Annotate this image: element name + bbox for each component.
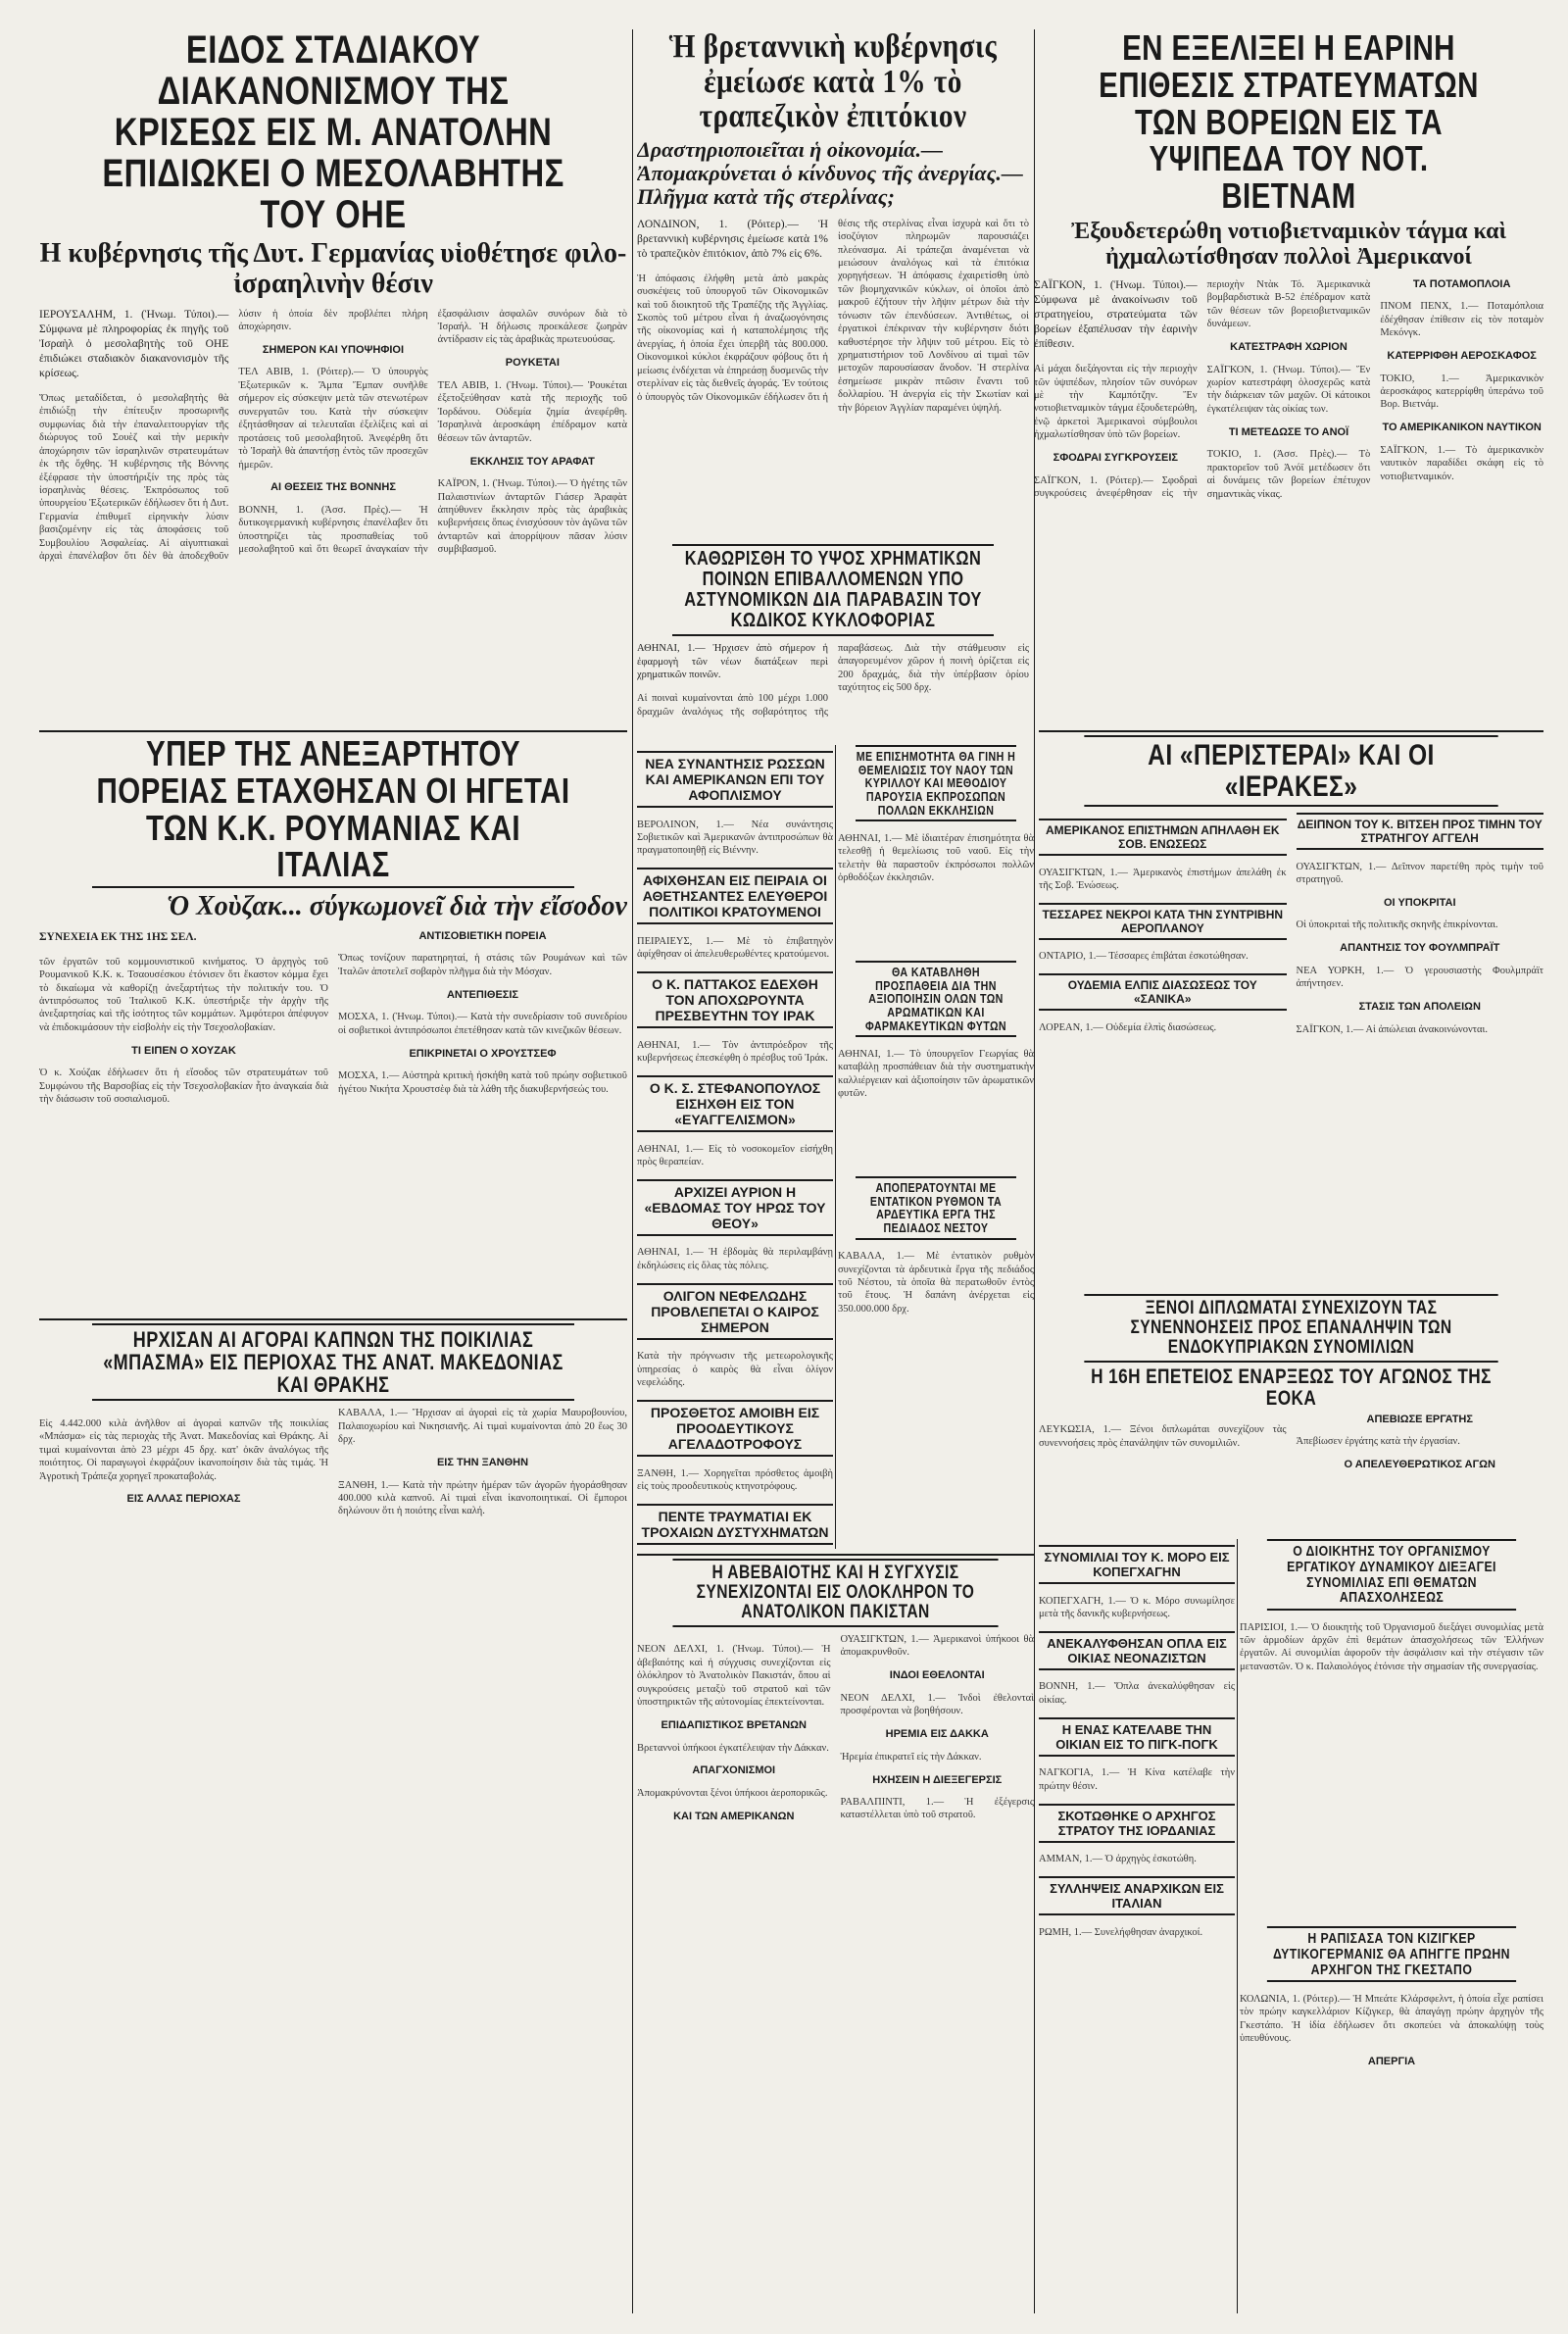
filler-text: ΚΑΒΑΛΑ, 1.— Μὲ ἐντατικὸν ρυθμὸν συνεχίζονται τὰ ἀρδευτικὰ ἔργα τῆς πεδιάδος τοῦ Νέστου, τὰ ὁποῖα θὰ περατωθοῦν ἐντὸς τοῦ ἔτους. Ἡ δαπάνη ἀνέρχεται εἰς 350.000.000 δρχ.	[838, 1251, 1034, 1315]
filler-text: ΜΟΣΧΑ, 1.— Αὐστηρὰ κριτικὴ ἠσκήθη κατὰ τοῦ πρώην σοβιετικοῦ ἡγέτου Νικήτα Χρουστσὲφ διὰ τὰ λάθη τῆς διακυβερνήσεώς του.	[338, 1070, 627, 1095]
box-pattakos: Ο Κ. ΠΑΤΤΑΚΟΣ ΕΔΕΧΘΗ ΤΟΝ ΑΠΟΧΩΡΟΥΝΤΑ ΠΡΕΣΒΕΥΤΗΝ ΤΟΥ ΙΡΑΚ	[637, 971, 833, 1028]
headline-britain-rate: Ἡ βρεταννικὴ κυβέρνησις ἐμείωσε κατὰ 1% τὸ τραπεζικὸν ἐπιτόκιον	[668, 29, 998, 135]
filler-text: ΛΕΥΚΩΣΙΑ, 1.— Ξένοι διπλωμάται συνεχίζουν τὰς συνεννοήσεις πρὸς ἐπανάληψιν τῶν συνομιλιῶν.	[1039, 1424, 1287, 1449]
filler-text: ΑΘΗΝΑΙ, 1.— Τὸν ἀντιπρόεδρον τῆς κυβερνήσεως ἐπεσκέφθη ὁ πρέσβυς τοῦ Ἰράκ.	[637, 1039, 833, 1065]
filler-text: ΚΑΪΡΟΝ, 1. (Ἡνωμ. Τύποι).— Ὁ ἡγέτης τῶν Παλαιστινίων ἀνταρτῶν Γιάσερ Ἀραφὰτ ἀπηύθυνεν ἔκκλησιν πρὸς τὰς ἀραβικὰς κυβερνήσεις ὅπως ἐνισχύσουν τὸν ἀγῶνα τῶν ἀνταρτῶν καὶ ἀπορρίψουν πᾶσαν λύσιν συμβιβασμοῦ.	[437, 478, 627, 556]
section-uprising: ΗΧΗΣΕΙΝ Η ΔΙΕΞΕΓΕΡΣΙΣ	[872, 1773, 1003, 1786]
filler-text: ΑΘΗΝΑΙ, 1.— Τὸ ὑπουργεῖον Γεωργίας θὰ καταβάλῃ προσπάθειαν διὰ τὴν συστηματικὴν καλλιέργειαν καὶ ἀξιοποίησιν τῶν ἀρωματικῶν φυτῶν.	[838, 1048, 1034, 1100]
headline-pakistan: Η ΑΒΕΒΑΙΟΤΗΣ ΚΑΙ Η ΣΥΓΧΥΣΙΣ ΣΥΝΕΧΙΖΟΝΤΑΙ ΕΙΣ ΟΛΟΚΛΗΡΟΝ ΤΟ ΑΝΑΤΟΛΙΚΟΝ ΠΑΚΙΣΤΑΝ	[672, 1559, 998, 1627]
filler-text: ΣΑΪΓΚΟΝ, 1.— Τὸ ἀμερικανικὸν ναυτικὸν παραδίδει σκάφη εἰς τὸ νοτιοβιετναμικόν.	[1380, 444, 1544, 482]
filler-text: Αἱ ποιναὶ κυμαίνονται ἀπὸ 100 μέχρι 1.000 δραχμῶν ἀναλόγως τῆς σοβαρότητος τῆς παραβάσεως. Διὰ τὴν στάθμευσιν εἰς ἀπαγορευμένον χῶρον ἡ ποινὴ ὁρίζεται εἰς 200 δραχμάς, διὰ τὴν ὑπέρβασιν ὁρίου ταχύτητος εἰς 500 δρχ.	[637, 643, 1029, 718]
section-british: ΕΠΙΔΑΠΙΣΤΙΚΟΣ ΒΡΕΤΑΝΩΝ	[661, 1719, 807, 1731]
article-labour	[1240, 1539, 1544, 1921]
filler-text: ΚΟΠΕΓΧΑΓΗ, 1.— Ὁ κ. Μόρο συνωμίλησε μετὰ τῆς δανικῆς κυβερνήσεως.	[1039, 1595, 1235, 1619]
box-cattle: ΠΡΟΣΘΕΤΟΣ ΑΜΟΙΒΗ ΕΙΣ ΠΡΟΟΔΕΥΤΙΚΟΥΣ ΑΓΕΛΑΔΟΤΡΟΦΟΥΣ	[637, 1400, 833, 1457]
article-herbs	[838, 961, 1034, 1171]
headline-labour: Ο ΔΙΟΙΚΗΤΗΣ ΤΟΥ ΟΡΓΑΝΙΣΜΟΥ ΕΡΓΑΤΙΚΟΥ ΔΥΝΑΜΙΚΟΥ ΔΙΕΞΑΓΕΙ ΣΥΝΟΜΙΛΙΑΣ ΕΠΙ ΘΕΜΑΤΩΝ ΑΠΑΣΧΟΛΗΣΕΩΣ	[1267, 1539, 1516, 1611]
box-weapons: ΑΝΕΚΑΛΥΦΘΗΣΑΝ ΟΠΛΑ ΕΙΣ ΟΙΚΙΑΣ ΝΕΟΝΑΖΙΣΤΩΝ	[1039, 1631, 1235, 1670]
filler-text: ΑΘΗΝΑΙ, 1.— Ἡ ἑβδομὰς θὰ περιλαμβάνῃ ἐκδηλώσεις εἰς ὅλας τὰς πόλεις.	[637, 1247, 833, 1271]
section-evacuations: ΑΠΑΓΧΟΝΙΣΜΟΙ	[692, 1764, 776, 1777]
article-romania-italy	[39, 730, 627, 1318]
filler-text: Ἡ ἀπόφασις ἐλήφθη μετὰ ἀπὸ μακρὰς συσκέψεις τοῦ ὑπουργοῦ τῶν Οἰκονομικῶν καὶ τοῦ διοικητοῦ τῆς Τραπέζης τῆς Ἀγγλίας. Σκοπὸς τοῦ μέτρου εἶναι ἡ ἀναζωογόνησις τῆς οἰκονομίας καὶ ἡ καταπολέμησις τῆς ἀνεργίας, ἡ ὁποία ἔχει ὑπερβῆ τὰς 800.000. Οἰκονομικοὶ κύκλοι ἐκφράζουν φόβους ὅτι ἡ μείωσις ἐνδέχεται νὰ ἐπηρεάσῃ δυσμενῶς τὴν στερλίναν εἰς τὰς διεθνεῖς ἀγοράς. Ἐν τούτοις ὁ ὑπουργὸς τῶν Οἰκονομικῶν ἐδήλωσεν ὅτι ἡ θέσις τῆς στερλίνας εἶναι ἰσχυρὰ καὶ ὅτι τὸ ἰσοζύγιον πληρωμῶν παρουσιάζει πλεόνασμα. Αἱ τράπεζαι ἀναμένεται νὰ μειώσουν ἀναλόγως καὶ τὰ ἐπιτόκια χορηγήσεων. Ἡ ἀπόφασις ἐχαιρετίσθη ὑπὸ τῶν βιομηχανικῶν κύκλων, οἱ ὁποῖοι ἀπὸ μακροῦ ἐζήτουν τὴν λῆψιν μέτρων διὰ τὴν τόνωσιν τῶν ἐπενδύσεων. Ἀντιθέτως, οἱ ἐργατικοὶ ἐπέκριναν τὴν κυβέρνησιν διότι καθυστέρησε τὴν λῆψιν τοῦ μέτρου. Εἰς τὸ χρηματιστήριον τοῦ Λονδίνου αἱ τιμαὶ τῶν μετοχῶν παρουσίασαν ἄνοδον. Ἡ στερλίνα ἐσημείωσε μικρὰν πτῶσιν ἔναντι τοῦ δολλαρίου. Ἡ ἀνεργία εἰς τὴν Σκωτίαν καὶ τὴν βόρειον Ἀγγλίαν παραμένει ὑψηλή.	[637, 218, 1029, 414]
filler-text: ΡΑΒΑΛΠΙΝΤΙ, 1.— Ἡ ἐξέγερσις καταστέλλεται ὑπὸ τοῦ στρατοῦ.	[840, 1797, 1034, 1821]
headline-church: ΜΕ ΕΠΙΣΗΜΟΤΗΤΑ ΘΑ ΓΙΝΗ Η ΘΕΜΕΛΙΩΣΙΣ ΤΟΥ ΝΑΟΥ ΤΩΝ ΚΥΡΙΛΛΟΥ ΚΑΙ ΜΕΘΟΔΙΟΥ ΠΑΡΟΥΣΙΑ ΕΚΠΡΟΣΩΠΩΝ ΠΟΛΛΩΝ ΕΚΚΛΗΣΙΩΝ	[856, 745, 1016, 821]
section-today: ΣΗΜΕΡΟΝ ΚΑΙ ΥΠΟΨΗΦΙΟΙ	[262, 343, 405, 356]
article-kiesinger	[1240, 1926, 1544, 2313]
section-fulbright: ΑΠΑΝΤΗΣΙΣ ΤΟΥ ΦΟΥΛΜΠΡΑΪΤ	[1340, 942, 1500, 955]
filler-text: ΑΜΜΑΝ, 1.— Ὁ ἀρχηγὸς ἐσκοτώθη.	[1039, 1854, 1197, 1865]
section-americans: ΚΑΙ ΤΩΝ ΑΜΕΡΙΚΑΝΩΝ	[673, 1810, 795, 1822]
headline-nestos: ΑΠΟΠΕΡΑΤΟΥΝΤΑΙ ΜΕ ΕΝΤΑΤΙΚΟΝ ΡΥΘΜΟΝ ΤΑ ΑΡΔΕΥΤΙΚΑ ΕΡΓΑ ΤΗΣ ΠΕΔΙΑΔΟΣ ΝΕΣΤΟΥ	[856, 1176, 1016, 1240]
section-calm-dacca: ΗΡΕΜΙΑ ΕΙΣ ΔΑΚΚΑ	[885, 1728, 989, 1741]
subhead-husak: Ὁ Χοὺζακ... σύγκωμονεῖ διὰ τὴν εἴσοδον	[167, 891, 627, 922]
filler-text: ΚΟΛΩΝΙΑ, 1. (Ρόιτερ).— Ἡ Μπεάτε Κλάρσφελντ, ἡ ὁποία εἶχε ραπίσει τὸν πρώην καγκελλάριον Κίζιγκερ, θὰ ἀπαγάγῃ πρώην ἀρχηγὸν τῆς Γκεστάπο. Ἡ ἰδία ἐδήλωσεν ὅτι σκοπεύει νὰ ἀποκαλύψῃ τοὺς ὑπευθύνους.	[1240, 1993, 1544, 2045]
article-pakistan	[637, 1559, 1034, 2313]
section-navy: ΤΟ ΑΜΕΡΙΚΑΝΙΚΟΝ ΝΑΥΤΙΚΟΝ	[1382, 422, 1542, 434]
dateline-athens-fines: ΑΘΗΝΑΙ, 1.— Ἠρχισεν ἀπὸ σήμερον ἡ ἐφαρμογὴ τῶν νέων διατάξεων περὶ χρηματικῶν ποινῶν.	[637, 643, 828, 681]
filler-text: ΣΑΪΓΚΟΝ, 1. (Ἡνωμ. Τύποι).— Ἕν χωρίον κατεστράφη ὁλοσχερῶς κατὰ τὴν διάρκειαν τῶν μαχῶν. Οἱ κάτοικοι ἐγκατέλειψαν τὰς οἰκίας των.	[1206, 364, 1371, 415]
article-doves-hawks	[1039, 735, 1544, 1284]
subhead-west-germany: Η κυβέρνησις τῆς Δυτ. Γερμανίας υἱοθέτησε φιλο-ἰσραηλινὴν θέσιν	[39, 238, 627, 299]
article-nestos	[838, 1176, 1034, 1407]
filler-text: ΡΩΜΗ, 1.— Συνελήφθησαν ἀναρχικοί.	[1039, 1926, 1203, 1938]
box-stefanopoulos: Ο Κ. Σ. ΣΤΕΦΑΝΟΠΟΥΛΟΣ ΕΙΣΗΧΘΗ ΕΙΣ ΤΟΝ «ΕΥΑΓΓΕΛΙΣΜΟΝ»	[637, 1075, 833, 1132]
article-middle-east	[39, 29, 627, 730]
filler-text: Ὁ κ. Χούζακ ἐδήλωσεν ὅτι ἡ εἴσοδος τῶν στρατευμάτων τοῦ Συμφώνου τῆς Βαρσοβίας εἰς τὴν Τσεχοσλοβακίαν ἦτο ἀναγκαία διὰ τὴν διάσωσιν τοῦ σοσιαλισμοῦ.	[39, 1068, 328, 1106]
filler-text: ΑΘΗΝΑΙ, 1.— Μὲ ἰδιαιτέραν ἐπισημότητα θὰ τελεσθῇ ἡ θεμελίωσις τοῦ ναοῦ. Εἰς τὴν τελετὴν θὰ παραστοῦν ἐκπρόσωποι πολλῶν ὀρθοδόξων ἐκκλησιῶν.	[838, 832, 1034, 884]
dateline-saigon: ΣΑΪΓΚΟΝ, 1. (Ἡνωμ. Τύποι).— Σύμφωνα μὲ ἀνακοίνωσιν τοῦ στρατηγείου, στρατεύματα τῶν βορείων ἐξαπέλυσαν τὴν ἐαρινὴν ἐπίθεσιν.	[1034, 278, 1198, 351]
section-rockets: ΡΟΥΚΕΤΑΙ	[505, 357, 560, 370]
headline-kiesinger: Η ΡΑΠΙΣΑΣΑ ΤΟΝ ΚΙΖΙΓΚΕΡ ΔΥΤΙΚΟΓΕΡΜΑΝΙΣ ΘΑ ΑΠΗΓΓΕ ΠΡΩΗΝ ΑΡΧΗΓΟΝ ΤΗΣ ΓΚΕΣΤΑΠΟ	[1267, 1926, 1516, 1982]
filler-text: Βρεταννοὶ ὑπήκοοι ἐγκατέλειψαν τὴν Δάκκαν.	[637, 1742, 829, 1754]
section-arafat: ΕΚΚΛΗΣΙΣ ΤΟΥ ΑΡΑΦΑΤ	[469, 455, 595, 468]
headline-herbs: ΘΑ ΚΑΤΑΒΛΗΘΗ ΠΡΟΣΠΑΘΕΙΑ ΔΙΑ ΤΗΝ ΑΞΙΟΠΟΙΗΣΙΝ ΟΛΩΝ ΤΩΝ ΑΡΩΜΑΤΙΚΩΝ ΚΑΙ ΦΑΡΜΑΚΕΥΤΙΚΩΝ ΦΥΤΩΝ	[856, 961, 1016, 1037]
headline-cyprus: ΞΕΝΟΙ ΔΙΠΛΩΜΑΤΑΙ ΣΥΝΕΧΙΖΟΥΝ ΤΑΣ ΣΥΝΕΝΝΟΗΣΕΙΣ ΠΡΟΣ ΕΠΑΝΑΛΗΨΙΝ ΤΩΝ ΕΝΔΟΚΥΠΡΙΑΚΩΝ ΣΥΝΟΜΙΛΙΩΝ	[1084, 1294, 1497, 1363]
subhead-economy: Δραστηριοποιεῖται ἡ οἰκονομία.— Ἀπομακρύνεται ὁ κίνδυνος τῆς ἀνεργίας.— Πλῆγμα κατὰ τῆς στερλίνας;	[637, 137, 1023, 210]
filler-text: ΝΕΟΝ ΔΕΛΧΙ, 1. (Ἡνωμ. Τύποι).— Ἡ ἀβεβαιότης καὶ ἡ σύγχυσις συνεχίζονται εἰς ὁλόκληρον τὸ Ἀνατολικὸν Πακιστάν, ὅπου αἱ συγκρούσεις μεταξὺ τοῦ στρατοῦ καὶ τῶν ὑποστηρικτῶν τῆς αὐτονομίας ἐπεκτείνονται.	[637, 1644, 831, 1709]
box-piraeus: ΑΦΙΧΘΗΣΑΝ ΕΙΣ ΠΕΙΡΑΙΑ ΟΙ ΑΘΕΤΗΣΑΝΤΕΣ ΕΛΕΥΘΕΡΟΙ ΠΟΛΙΤΙΚΟΙ ΚΡΑΤΟΥΜΕΝΟΙ	[637, 868, 833, 924]
article-tobacco	[39, 1323, 627, 2313]
section-khrushchev: ΕΠΙΚΡΙΝΕΤΑΙ Ο ΧΡΟΥΣΤΣΕΦ	[409, 1047, 557, 1060]
box-sanika: ΟΥΔΕΜΙΑ ΕΛΠΙΣ ΔΙΑΣΩΣΕΩΣ ΤΟΥ «ΣΑΝΙΚΑ»	[1039, 973, 1287, 1011]
section-hypocrites: ΟΙ ΥΠΟΚΡΙΤΑΙ	[1383, 896, 1456, 909]
filler-text: ΝΑΓΚΟΓΙΑ, 1.— Ἡ Κίνα κατέλαβε τὴν πρώτην θέσιν.	[1039, 1767, 1235, 1792]
filler-text: τῶν ἐργατῶν τοῦ κομμουνιστικοῦ κινήματος. Ὁ ἀρχηγὸς τοῦ Ρουμανικοῦ Κ.Κ. κ. Τσαουσέσκου ἐτόνισεν ὅτι ἕκαστον κόμμα ἔχει τὸ δικαίωμα νὰ καθορίζῃ ἀνεξαρτήτως τὴν πολιτικήν του. Ὁ ἀντιπρόσωπος τοῦ Ἰταλικοῦ Κ.Κ. ὑπεστήριξε τὴν ἀρχὴν τῆς ἀνεξαρτησίας καὶ τῆς ἰσότητος τῶν κομμάτων. Ἀμφότεροι ἀπέφυγον νὰ ἐπιδοκιμάσουν τὴν εἰσβολὴν εἰς τὴν Τσεχοσλοβακίαν.	[39, 956, 328, 1033]
section-village: ΚΑΤΕΣΤΡΑΦΗ ΧΩΡΙΟΝ	[1230, 341, 1348, 354]
column-rule	[1237, 1539, 1238, 2313]
filler-text: ΠΑΡΙΣΙΟΙ, 1.— Ὁ διοικητὴς τοῦ Ὀργανισμοῦ διεξάγει συνομιλίας μετὰ τῶν ἁρμοδίων ἀρχῶν ἐπὶ θεμάτων ἀπασχολήσεως τῶν Ἑλλήνων ἐργατῶν. Αἱ συνομιλίαι ἀφοροῦν τὴν ἀσφάλισιν καὶ τὴν στέγασιν τῶν μεταναστῶν. Ὁ κ. Παλαιολόγος ἐτόνισε τὴν σημασίαν τῆς συνεργασίας.	[1240, 1621, 1544, 1672]
column-short-news	[637, 745, 833, 1549]
column-rule	[835, 745, 836, 1549]
section-indian-volunteers: ΙΝΔΟΙ ΕΘΕΛΟΝΤΑΙ	[889, 1669, 985, 1682]
section-other-areas: ΕΙΣ ΑΛΛΑΣ ΠΕΡΙΟΧΑΣ	[126, 1493, 241, 1506]
column-rule	[1034, 29, 1035, 2313]
filler-text: ΚΑΒΑΛΑ, 1.— Ἤρχισαν αἱ ἀγοραὶ εἰς τὰ χωρία Μαυροβουνίου, Παλαιοχωρίου καὶ Νικησιανῆς. Αἱ τιμαὶ κυμαίνονται ἀπὸ 20 ἕως 30 δρχ.	[338, 1408, 627, 1446]
filler-text: ΒΟΝΝΗ, 1. (Ἀσσ. Πρὲς).— Ἡ δυτικογερμανικὴ κυβέρνησις ἐπανέλαβεν ὅτι ὑποστηρίζει τὰς προσπαθείας τοῦ μεσολαβητοῦ καὶ ὅτι θεωρεῖ ἀναγκαίαν τὴν ἐξασφάλισιν ἀσφαλῶν συνόρων διὰ τὸ Ἰσραήλ. Ἡ δήλωσις προεκάλεσε ζωηρὰν ἀντίδρασιν εἰς τὰς ἀραβικὰς πρωτευούσας.	[238, 308, 627, 556]
filler-text: ΤΕΛ ΑΒΙΒ, 1. (Ρόιτερ).— Ὁ ὑπουργὸς Ἐξωτερικῶν κ. Ἄμπα Ἔμπαν συνῆλθε σήμερον εἰς σύσκεψιν μετὰ τῶν στενωτέρων συνεργατῶν του. Κατὰ τὴν σύσκεψιν ἐξητάσθησαν αἱ τελευταῖαι ἐξελίξεις καὶ αἱ προτάσεις τοῦ μεσολαβητοῦ. Ἀνεφέρθη ὅτι τὸ Ἰσραὴλ θὰ ἀπαντήσῃ ἐντὸς τῶν προσεχῶν ἡμερῶν.	[238, 367, 428, 471]
filler-text: ΤΕΛ ΑΒΙΒ, 1. (Ἡνωμ. Τύποι).— Ῥουκέται ἐξετοξεύθησαν κατὰ τῆς περιοχῆς τοῦ Ἰορδάνου. Οὐδεμία ζημία ἀνεφέρθη. Ἰσραηλινὰ ἀεροσκάφη ἐπέδραμον κατὰ θέσεων τῶν ἀνταρτῶν.	[437, 379, 627, 444]
filler-text: Ἀπεβίωσεν ἐργάτης κατὰ τὴν ἐργασίαν.	[1296, 1436, 1460, 1448]
filler-text: ΤΟΚΙΟ, 1.— Ἀμερικανικὸν ἀεροσκάφος κατερρίφθη ὑπεράνω τοῦ Βορ. Βιετνάμ.	[1380, 372, 1544, 411]
headline-vietnam: ΕΝ ΕΞΕΛΙΞΕΙ Η ΕΑΡΙΝΗ ΕΠΙΘΕΣΙΣ ΣΤΡΑΤΕΥΜΑΤΩΝ ΤΩΝ ΒΟΡΕΙΩΝ ΕΙΣ ΤΑ ΥΨΙΠΕΔΑ ΤΟΥ ΝΟΤ. ΒΙΕΤΝΑΜ	[1099, 29, 1479, 217]
row-rule	[1039, 730, 1544, 732]
article-vietnam	[1034, 29, 1544, 730]
filler-text: ΟΥΑΣΙΓΚΤΩΝ, 1.— Ἀμερικανὸς ἐπιστήμων ἀπελάθη ἐκ τῆς Σοβ. Ἑνώσεως.	[1039, 867, 1287, 891]
box-pingpong: Η ΕΝΑΣ ΚΑΤΕΛΑΒΕ ΤΗΝ ΟΙΚΙΑΝ ΕΙΣ ΤΟ ΠΙΓΚ-ΠΟΓΚ	[1039, 1717, 1235, 1757]
section-liberation: Ο ΑΠΕΛΕΥΘΕΡΩΤΙΚΟΣ ΑΓΩΝ	[1344, 1459, 1495, 1471]
filler-text: ΟΥΑΣΙΓΚΤΩΝ, 1.— Ἀμερικανοὶ ὑπήκοοι θὰ ἀπομακρυνθοῦν.	[840, 1633, 1034, 1659]
dateline-london: ΛΟΝΔΙΝΟΝ, 1. (Ρόιτερ).— Ἡ βρεταννικὴ κυβέρνησις ἐμείωσε κατὰ 1% τὸ τραπεζικὸν ἐπιτόκιον, ἀπὸ 7% εἰς 6%.	[637, 218, 828, 260]
filler-text: Ἡρεμία ἐπικρατεῖ εἰς τὴν Δάκκαν.	[840, 1751, 982, 1763]
section-worker: ΑΠΕΒΙΩΣΕ ΕΡΓΑΤΗΣ	[1366, 1413, 1473, 1425]
section-counter: ΑΝΤΕΠΙΘΕΣΙΣ	[446, 988, 519, 1001]
headline-romania-italy: ΥΠΕΡ ΤΗΣ ΑΝΕΞΑΡΤΗΤΟΥ ΠΟΡΕΙΑΣ ΕΤΑΧΘΗΣΑΝ ΟΙ ΗΓΕΤΑΙ ΤΩΝ Κ.Κ. ΡΟΥΜΑΝΙΑΣ ΚΑΙ ΙΤΑΛΙΑΣ	[92, 730, 574, 888]
section-riverboats: ΤΑ ΠΟΤΑΜΟΠΛΟΙΑ	[1412, 277, 1511, 290]
subhead-eoka: Η 16Η ΕΠΕΤΕΙΟΣ ΕΝΑΡΞΕΩΣ ΤΟΥ ΑΓΩΝΟΣ ΤΗΣ ΕΟΚΑ	[1091, 1365, 1492, 1410]
article-church	[838, 745, 1034, 956]
section-aircraft: ΚΑΤΕΡΡΙΦΘΗ ΑΕΡΟΣΚΑΦΟΣ	[1387, 350, 1537, 363]
article-cyprus	[1039, 1294, 1544, 1534]
section-husak-said: ΤΙ ΕΙΠΕΝ Ο ΧΟΥΖΑΚ	[131, 1044, 236, 1057]
filler-text: ΠΕΙΡΑΙΕΥΣ, 1.— Μὲ τὸ ἐπιβατηγὸν ἀφίχθησαν οἱ ἀπελευθερωθέντες κρατούμενοι.	[637, 935, 833, 961]
continued-label: ΣΥΝΕΧΕΙΑ ΕΚ ΤΗΣ 1ΗΣ ΣΕΛ.	[39, 930, 197, 943]
row-rule	[39, 730, 627, 732]
box-anarchists: ΣΥΛΛΗΨΕΙΣ ΑΝΑΡΧΙΚΩΝ ΕΙΣ ΙΤΑΛΙΑΝ	[1039, 1876, 1235, 1915]
dateline-jerusalem: ΙΕΡΟΥΣΑΛΗΜ, 1. (Ἡνωμ. Τύποι).— Σύμφωνα μὲ πληροφορίας ἐκ πηγῆς τοῦ Ἰσραὴλ ὁ μεσολαβητὴς τοῦ ΟΗΕ ἐπιδιώκει σταδιακὸν διακανονισμὸν τῆς κρίσεως.	[39, 308, 229, 380]
headline-police-fines: ΚΑΘΩΡΙΣΘΗ ΤΟ ΥΨΟΣ ΧΡΗΜΑΤΙΚΩΝ ΠΟΙΝΩΝ ΕΠΙΒΑΛΛΟΜΕΝΩΝ ΥΠΟ ΑΣΤΥΝΟΜΙΚΩΝ ΔΙΑ ΠΑΡΑΒΑΣΙΝ ΤΟΥ ΚΩΔΙΚΟΣ ΚΥΚΛΟΦΟΡΙΑΣ	[672, 544, 994, 636]
filler-text: ΑΘΗΝΑΙ, 1.— Εἰς τὸ νοσοκομεῖον εἰσήχθη πρὸς θεραπείαν.	[637, 1143, 833, 1167]
article-police-fines	[637, 544, 1029, 740]
filler-text: ΛΟΡΕΑΝ, 1.— Οὐδεμία ἐλπὶς διασώσεως.	[1039, 1021, 1217, 1033]
row-rule	[637, 1554, 1034, 1556]
article-britain-rate	[637, 29, 1029, 539]
filler-text: Ὅπως τονίζουν παρατηρηταί, ἡ στάσις τῶν Ρουμάνων καὶ τῶν Ἰταλῶν ἀποτελεῖ σοβαρὸν πλῆγμα διὰ τὴν Μόσχαν.	[338, 953, 627, 977]
section-losses: ΣΤΑΣΙΣ ΤΩΝ ΑΠΟΛΕΙΩΝ	[1358, 1001, 1481, 1014]
row-rule	[39, 1318, 627, 1320]
section-anti-soviet: ΑΝΤΙΣΟΒΙΕΤΙΚΗ ΠΟΡΕΙΑ	[418, 929, 547, 942]
filler-text: ΞΑΝΘΗ, 1.— Κατὰ τὴν πρώτην ἡμέραν τῶν ἀγορῶν ἠγοράσθησαν 400.000 κιλὰ καπνοῦ. Αἱ τιμαὶ εἶναι ἱκανοποιητικαί. Οἱ ἔμποροι δηλώνουν ὅτι ἡ ποιότης εἶναι καλή.	[338, 1479, 627, 1517]
filler-text: ΤΟΚΙΟ, 1. (Ἀσσ. Πρὲς).— Τὸ πρακτορεῖον τοῦ Ἀνόϊ μετέδωσεν ὅτι αἱ δυνάμεις τῶν βορείων ἐπέτυχον σημαντικὰς νίκας.	[1206, 449, 1371, 500]
section-strike: ΑΠΕΡΓΙΑ	[1367, 2056, 1416, 2067]
headline-middle-east: ΕΙΔΟΣ ΣΤΑΔΙΑΚΟΥ ΔΙΑΚΑΝΟΝΙΣΜΟΥ ΤΗΣ ΚΡΙΣΕΩΣ ΕΙΣ Μ. ΑΝΑΤΟΛΗΝ ΕΠΙΔΙΩΚΕΙ Ο ΜΕΣΟΛΑΒΗΤΗΣ ΤΟΥ ΟΗΕ	[102, 29, 564, 236]
filler-text: ΟΝΤΑΡΙΟ, 1.— Τέσσαρες ἐπιβάται ἐσκοτώθησαν.	[1039, 951, 1249, 963]
box-disarmament: ΝΕΑ ΣΥΝΑΝΤΗΣΙΣ ΡΩΣΣΩΝ ΚΑΙ ΑΜΕΡΙΚΑΝΩΝ ΕΠΙ ΤΟΥ ΑΦΟΠΛΙΣΜΟΥ	[637, 751, 833, 808]
headline-doves-hawks: ΑΙ «ΠΕΡΙΣΤΕΡΑΙ» ΚΑΙ ΟΙ «ΙΕΡΑΚΕΣ»	[1084, 735, 1497, 807]
filler-text: ΝΕΑ ΥΟΡΚΗ, 1.— Ὁ γερουσιαστὴς Φουλμπράϊτ ἀπήντησεν.	[1296, 965, 1544, 990]
filler-text: Οἱ ὑποκριταὶ τῆς πολιτικῆς σκηνῆς ἐπικρίνονται.	[1296, 919, 1498, 931]
section-hanoi: ΤΙ ΜΕΤΕΔΩΣΕ ΤΟ ΑΝΟΪ	[1228, 425, 1349, 438]
filler-text: ΟΥΑΣΙΓΚΤΩΝ, 1.— Δεῖπνον παρετέθη πρὸς τιμὴν τοῦ στρατηγοῦ.	[1296, 861, 1544, 885]
section-xanthi: ΕΙΣ ΤΗΝ ΞΑΝΘΗΝ	[436, 1457, 529, 1469]
box-moro: ΣΥΝΟΜΙΛΙΑΙ ΤΟΥ Κ. ΜΟΡΟ ΕΙΣ ΚΟΠΕΓΧΑΓΗΝ	[1039, 1545, 1235, 1584]
column-rule	[632, 29, 633, 2313]
filler-text: Εἰς 4.442.000 κιλὰ ἀνῆλθον αἱ ἀγοραὶ καπνῶν τῆς ποικιλίας «Μπάσμα» εἰς τὰς περιοχὰς τῆς Ἀνατ. Μακεδονίας καὶ Θράκης. Αἱ τιμαὶ κυμαίνονται ἀπὸ 23 μέχρι 45 δρχ. κατ' ὀκᾶν ἀναλόγως τῆς ποιότητος. Οἱ παραγωγοὶ ἐκφράζουν ἱκανοποίησιν διὰ τὰς τιμάς. Ἡ Ἀγροτικὴ Τράπεζα χορηγεῖ προκαταβολάς.	[39, 1417, 328, 1482]
filler-text: ΜΟΣΧΑ, 1. (Ἡνωμ. Τύποι).— Κατὰ τὴν συνεδρίασιν τοῦ συνεδρίου οἱ σοβιετικοὶ ἀντιπρόσωποι ἐπετέθησαν κατὰ τῶν κινεζικῶν θέσεων.	[338, 1012, 627, 1036]
box-crash: ΤΕΣΣΑΡΕΣ ΝΕΚΡΟΙ ΚΑΤΑ ΤΗΝ ΣΥΝΤΡΙΒΗΝ ΑΕΡΟΠΛΑΝΟΥ	[1039, 903, 1287, 940]
box-scientist: ΑΜΕΡΙΚΑΝΟΣ ΕΠΙΣΤΗΜΩΝ ΑΠΗΛΑΘΗ ΕΚ ΣΟΒ. ΕΝΩΣΕΩΣ	[1039, 819, 1287, 856]
filler-text: Ὅπως μεταδίδεται, ὁ μεσολαβητὴς θὰ ἐπιδιώξῃ τὴν ἐπίτευξιν προσωρινῆς συμφωνίας διὰ τὴν ἐπαναλειτουργίαν τῆς διώρυγος τοῦ Σουὲζ καὶ τὴν μερικὴν ἀποχώρησιν τῶν ἰσραηλινῶν στρατευμάτων ἐκ τῆς ὄχθης. Ἡ κυβέρνησις τῆς Βόννης ἐξέφρασε τὴν ὑποστήριξίν της πρὸς τὰς ἰσραηλινὰς θέσεις. Ἐκπρόσωπος τοῦ ὑπουργείου Ἐξωτερικῶν ἐδήλωσεν ὅτι ἡ Δυτ. Γερμανία ἐπιθυμεῖ εἰρηνικὴν λύσιν βασιζομένην εἰς τὰς ἀποφάσεις τοῦ Συμβουλίου Ἀσφαλείας. Αἱ αἰγυπτιακαὶ ἀρχαὶ ἐπανέλαβον ὅτι δὲν θὰ ἀποδεχθοῦν λύσιν ἡ ὁποία δὲν προβλέπει πλήρη ἀποχώρησιν.	[39, 308, 428, 563]
box-weather: ΟΛΙΓΟΝ ΝΕΦΕΛΩΔΗΣ ΠΡΟΒΛΕΠΕΤΑΙ Ο ΚΑΙΡΟΣ ΣΗΜΕΡΟΝ	[637, 1283, 833, 1340]
column-world-briefs	[1039, 1539, 1235, 2313]
filler-text: Ἀπομακρύνονται ξένοι ὑπήκοοι ἀεροπορικῶς.	[637, 1787, 828, 1799]
filler-text: ΒΕΡΟΛΙΝΟΝ, 1.— Νέα συνάντησις Σοβιετικῶν καὶ Ἀμερικανῶν ἀντιπροσώπων θὰ πραγματοποιηθῇ εἰς Βιέννην.	[637, 819, 833, 857]
filler-text: ΣΑΪΓΚΟΝ, 1. (Ρόιτερ).— Σφοδραὶ συγκρούσεις ἀνεφέρθησαν εἰς τὴν περιοχὴν Ντὰκ Τό. Ἀμερικανικὰ βομβαρδιστικὰ Β-52 ἐπέδραμον κατὰ τῶν θέσεων τῶν βορειοβιετναμικῶν δυνάμεων.	[1034, 278, 1371, 500]
box-dinner: ΔΕΙΠΝΟΝ ΤΟΥ Κ. ΒΙΤΣΕΗ ΠΡΟΣ ΤΙΜΗΝ ΤΟΥ ΣΤΡΑΤΗΓΟΥ ΑΓΓΕΛΗ	[1297, 813, 1544, 850]
section-bonn: ΑΙ ΘΕΣΕΙΣ ΤΗΣ ΒΟΝΝΗΣ	[270, 481, 396, 494]
filler-text: ΞΑΝΘΗ, 1.— Χορηγεῖται πρόσθετος ἀμοιβὴ εἰς τοὺς προοδευτικοὺς κτηνοτρόφους.	[637, 1467, 833, 1493]
filler-text: ΠΝΟΜ ΠΕΝΧ, 1.— Ποταμόπλοια ἐδέχθησαν ἐπίθεσιν εἰς τὸν ποταμὸν Μεκόνγκ.	[1380, 301, 1544, 339]
box-week-hero: ΑΡΧΙΖΕΙ ΑΥΡΙΟΝ Η «ΕΒΔΟΜΑΣ ΤΟΥ ΗΡΩΣ ΤΟΥ ΘΕΟΥ»	[637, 1179, 833, 1236]
filler-text: ΒΟΝΝΗ, 1.— Ὅπλα ἀνεκαλύφθησαν εἰς οἰκίας.	[1039, 1681, 1235, 1706]
box-accidents: ΠΕΝΤΕ ΤΡΑΥΜΑΤΙΑΙ ΕΚ ΤΡΟΧΑΙΩΝ ΔΥΣΤΥΧΗΜΑΤΩΝ	[637, 1504, 833, 1545]
filler-text: Κατὰ τὴν πρόγνωσιν τῆς μετεωρολογικῆς ὑπηρεσίας ὁ καιρὸς θὰ εἶναι ὀλίγον νεφελώδης.	[637, 1351, 833, 1389]
filler-text: ΝΕΟΝ ΔΕΛΧΙ, 1.— Ἰνδοὶ ἐθελονταὶ προσφέρονται νὰ βοηθήσουν.	[840, 1692, 1034, 1717]
filler-text: Αἱ μάχαι διεξάγονται εἰς τὴν περιοχὴν τῶν ὑψιπέδων, πλησίον τῶν συνόρων μὲ τὴν Καμπότζην. Ἕν νοτιοβιετναμικὸν τάγμα ἐξουδετερώθη, ἐνῷ ἀρκετοὶ Ἀμερικανοὶ σύμβουλοι ἠχμαλωτίσθησαν ὑπὸ τῶν βορείων.	[1034, 364, 1198, 441]
subhead-vietnam: Ἐξουδετερώθη νοτιοβιετναμικὸν τάγμα καὶ ἠχμαλωτίσθησαν πολλοὶ Ἀμερικανοί	[1071, 218, 1506, 271]
filler-text: ΣΑΪΓΚΟΝ, 1.— Αἱ ἀπώλειαι ἀνακοινώνονται.	[1296, 1023, 1488, 1035]
box-jordan: ΣΚΟΤΩΘΗΚΕ Ο ΑΡΧΗΓΟΣ ΣΤΡΑΤΟΥ ΤΗΣ ΙΟΡΔΑΝΙΑΣ	[1039, 1804, 1235, 1843]
section-clashes: ΣΦΟΔΡΑΙ ΣΥΓΚΡΟΥΣΕΙΣ	[1053, 452, 1179, 465]
headline-tobacco: ΗΡΧΙΣΑΝ ΑΙ ΑΓΟΡΑΙ ΚΑΠΝΩΝ ΤΗΣ ΠΟΙΚΙΛΙΑΣ «ΜΠΑΣΜΑ» ΕΙΣ ΠΕΡΙΟΧΑΣ ΤΗΣ ΑΝΑΤ. ΜΑΚΕΔΟΝΙΑΣ ΚΑΙ ΘΡΑΚΗΣ	[92, 1323, 574, 1401]
